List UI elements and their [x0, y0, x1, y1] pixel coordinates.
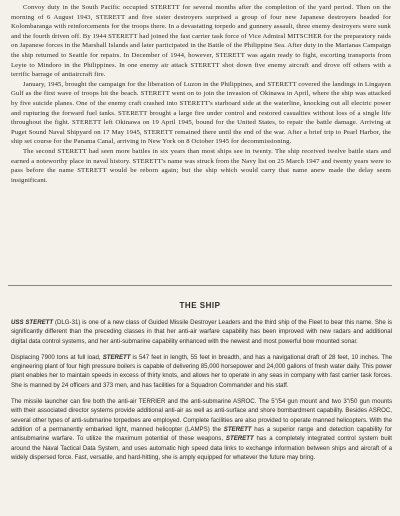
- history-paragraph: January, 1945, brought the campaign for the liberation of Luzon in the Philippines, and STERETT covered the landings in Lingayen Gulf as the first wave of troops hit the beach. STERETT went on to join the invasion of Okinawa in April, where the ship was attacked by five suicide planes. One of the enemy craft crashed into STERETT's starboard side at the waterline, knocking out all electric power and rupturing the forward fuel tanks. STERETT brought a large fire under control and restored casualties without loss of a single life throughout the fight. STERETT left Okinawa on 19 April 1945, bound for the United States, to repair the battle damage. Arriving at Puget Sound Naval Shipyard on 17 May 1945, STERETT remained there until the end of the war. After a brief trip to Pearl Harbor, the ship set course for the Panama Canal, arriving in New York on 8 October 1945 for decommissioning.: [11, 80, 391, 146]
- ship-paragraph: [11, 353, 392, 390]
- ship-name: STERETT: [102, 353, 131, 361]
- paragraph-text: Displacing 7900 tons at full load,: [11, 353, 103, 361]
- ship-history-text: [11, 3, 391, 185]
- ship-name: USS STERETT: [11, 319, 54, 326]
- history-paragraph: The second STERETT had seen more battles in six years than most ships see in twenty. The ship received twelve battle stars and earned a noteworthy place in naval history. STERETT's name was struck from the Navy list on 25 March 1947 and twenty years were to pass before the name STERETT would be reborn again; but the ship which would carry that name anew made the delay seem insignificant.: [11, 147, 391, 184]
- ship-name: STERETT: [223, 425, 252, 433]
- paragraph-text: is 547 feet in length, 55 feet in breadth, and has a navigational draft of 28 feet, 10 inches. The engineering plant of four high pressure boilers is capable of delivering 85,000 horsepower and 24,000 gallons of fresh water daily. This power plant enables her to maintain speeds in excess of thirty knots, and allows her to operate in any seas in company with fast carrier task forces. She is manned by 24 officers and 373 men, and has facilities for a Squadron Commander and his staff.: [11, 353, 392, 389]
- paragraph-text: has a superior range and detection capability for antisubmarine warfare. To utilize the maximum potential of these weapons,: [11, 425, 393, 443]
- paragraph-text: has a completely integrated control system built around the Naval Tactical Data System, and uses automatic high speed data links to exchange information between ships and aircraft of a widely dispersed force. Fast, versatile, and hard-hitting, she is amply equipped for whatever the future may bring.: [11, 435, 392, 461]
- history-paragraph: Convoy duty in the South Pacific occupied STERETT for several months after the completion of the yard period. Then on the morning of 6 August 1943, STERETT and five sister destroyers surprised a group of four new Japanese destroyers headed for Kolombaranga with reinforcements for the troops there. In a devastating torpedo and gunnery assault, three enemy destroyers were sunk and the fourth driven off. By 1944 STERETT had joined the fast carrier task force of Vice Admiral MITSCHER for the preparatory raids on Japanese forces in the Marshall Islands and later participated in the Battle of the Philippine Sea. After duty in the Marianas Campaign the ship returned to Seattle for repairs. In December of 1944, however, STERETT was again ready to fight, escorting transports from Leyte to Mindoro in the Philippines. In one enemy air attack STERETT shot down five enemy aircraft and drove off others with a terrific barrage of antiaircraft fire.: [11, 4, 391, 79]
- paragraph-text: (DLG-31) is one of a new class of Guided Missile Destroyer Leaders and the third ship of the Fleet to bear this name. She is significantly different than the preceding classes in that her anti-air warfare capability has been improved with new radars and additional digital data control systems, and her anti-submarine capability enhanced with the newest and most powerful bow mounted sonar.: [11, 319, 393, 345]
- ship-paragraph: [11, 318, 392, 346]
- ship-paragraph: [11, 397, 392, 462]
- ship-description: [11, 318, 392, 462]
- section-title: THE SHIP: [179, 301, 221, 310]
- section-divider: [8, 285, 392, 286]
- ship-name: STERETT: [225, 435, 254, 443]
- paragraph-text: The missile launcher can fire both the anti-air TERRIER and the anti-submarine ASROC. The 5"/54 gun mount and two 3"/50 gun mounts with their associated director systems provide additional anti-air as well as anti-surface and shore bombardment capability. Besides ASROC, several other types of anti-submarine torpedoes are employed. Complete facilities are also provided to operate manned helicopters. With the addition of a permanently embarked light, manned helicopter (LAMPS) the: [11, 398, 392, 433]
